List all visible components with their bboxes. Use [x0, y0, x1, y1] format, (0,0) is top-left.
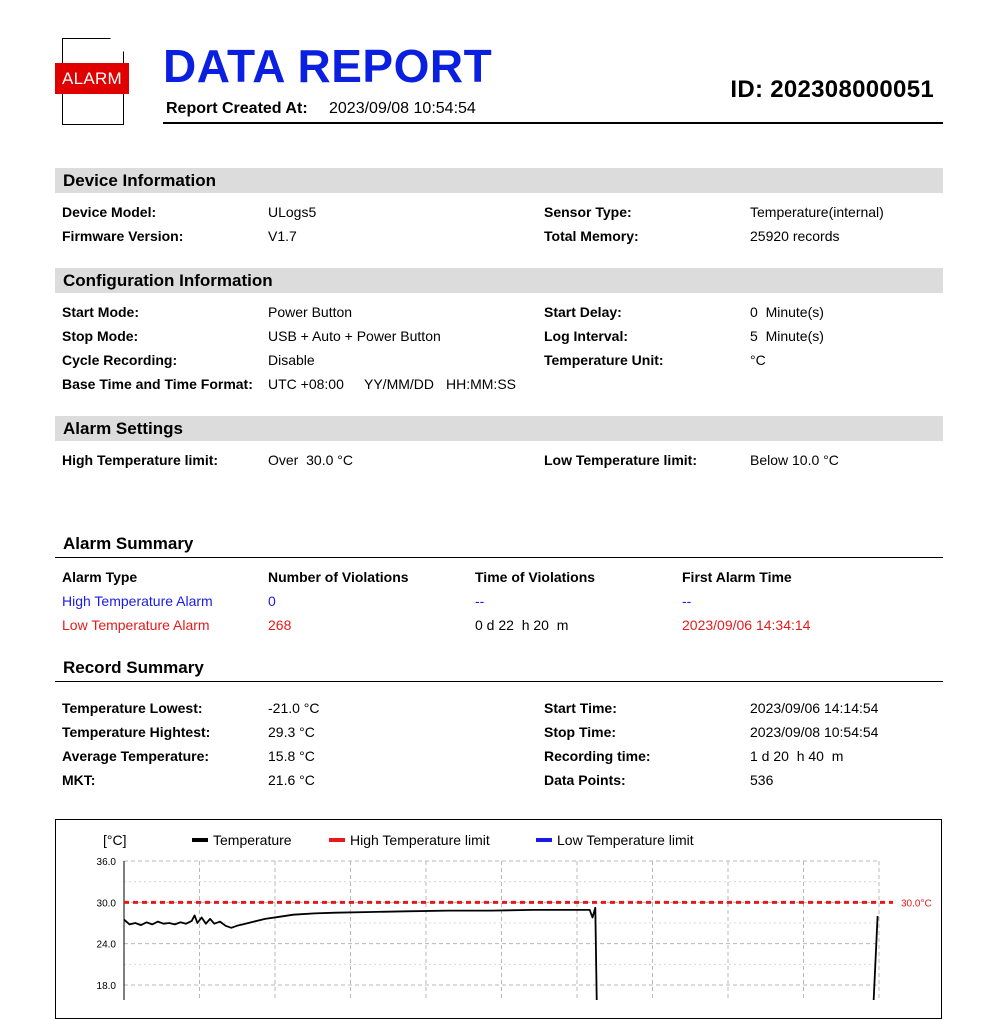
low-limit-label: Low Temperature limit: — [544, 452, 697, 468]
low-alarm-time: 0 d 22 h 20 m — [475, 617, 569, 633]
total-memory-label: Total Memory: — [544, 228, 639, 244]
col-violations-count: Number of Violations — [268, 569, 409, 585]
col-first-alarm: First Alarm Time — [682, 569, 792, 585]
low-alarm-type: Low Temperature Alarm — [62, 617, 210, 633]
col-alarm-type: Alarm Type — [62, 569, 138, 585]
mkt-value: 21.6 °C — [268, 772, 315, 788]
legend-temperature-label: Temperature — [213, 832, 292, 848]
temp-highest-value: 29.3 °C — [268, 724, 315, 740]
stop-mode-value: USB + Auto + Power Button — [268, 328, 441, 344]
stop-time-label: Stop Time: — [544, 724, 617, 740]
temperature-unit-value: °C — [750, 352, 766, 368]
chart-ytick-label: 18.0 — [96, 981, 116, 992]
chart-ylabel: [°C] — [103, 832, 127, 848]
recording-time-value: 1 d 20 h 40 m — [750, 748, 844, 764]
stop-time-value: 2023/09/08 10:54:54 — [750, 724, 879, 740]
temp-highest-label: Temperature Hightest: — [62, 724, 211, 740]
legend-low-limit-label: Low Temperature limit — [557, 832, 694, 848]
high-alarm-count: 0 — [268, 593, 276, 609]
temp-lowest-value: -21.0 °C — [268, 700, 320, 716]
stop-mode-label: Stop Mode: — [62, 328, 139, 344]
start-time-label: Start Time: — [544, 700, 617, 716]
sensor-type-value: Temperature(internal) — [750, 204, 884, 220]
temperature-series-line-1 — [873, 916, 877, 1000]
config-info-heading: Configuration Information — [55, 268, 943, 293]
firmware-value: V1.7 — [268, 228, 297, 244]
recording-time-label: Recording time: — [544, 748, 651, 764]
base-time-label: Base Time and Time Format: — [62, 376, 253, 392]
col-violations-time: Time of Violations — [475, 569, 596, 585]
cycle-recording-label: Cycle Recording: — [62, 352, 178, 368]
low-limit-value: Below 10.0 °C — [750, 452, 839, 468]
firmware-label: Firmware Version: — [62, 228, 184, 244]
log-interval-value: 5 Minute(s) — [750, 328, 824, 344]
low-alarm-first: 2023/09/06 14:34:14 — [682, 617, 811, 633]
data-points-value: 536 — [750, 772, 774, 788]
date-format-value: YY/MM/DD — [364, 376, 434, 392]
start-time-value: 2023/09/06 14:14:54 — [750, 700, 879, 716]
sensor-type-label: Sensor Type: — [544, 204, 632, 220]
start-delay-label: Start Delay: — [544, 304, 622, 320]
chart-ytick-label: 30.0 — [96, 898, 116, 910]
high-alarm-first: -- — [682, 593, 692, 609]
alarm-logo-banner: ALARM — [55, 63, 129, 94]
chart-ytick-label: 36.0 — [96, 857, 116, 868]
device-model-value: ULogs5 — [268, 204, 317, 220]
legend-high-limit-label: High Temperature limit — [350, 832, 490, 848]
log-interval-label: Log Interval: — [544, 328, 629, 344]
avg-temp-value: 15.8 °C — [268, 748, 315, 764]
start-mode-label: Start Mode: — [62, 304, 139, 320]
cycle-recording-value: Disable — [268, 352, 315, 368]
avg-temp-label: Average Temperature: — [62, 748, 210, 764]
high-limit-label: High Temperature limit: — [62, 452, 219, 468]
time-format-value: HH:MM:SS — [446, 376, 516, 392]
created-value: 2023/09/08 10:54:54 — [329, 100, 476, 117]
temp-lowest-label: Temperature Lowest: — [62, 700, 203, 716]
high-alarm-type: High Temperature Alarm — [62, 593, 213, 609]
start-delay-value: 0 Minute(s) — [750, 304, 824, 320]
chart-ytick-label: 24.0 — [96, 939, 116, 951]
created-label: Report Created At: — [166, 100, 308, 117]
low-alarm-count: 268 — [268, 617, 292, 633]
report-id: ID: 202308000051 — [730, 76, 934, 103]
device-info-heading: Device Information — [55, 168, 943, 193]
alarm-summary-heading: Alarm Summary — [55, 533, 943, 558]
record-summary-heading: Record Summary — [55, 657, 943, 682]
base-time-value: UTC +08:00 — [268, 376, 344, 392]
mkt-label: MKT: — [62, 772, 96, 788]
high-alarm-time: -- — [475, 593, 485, 609]
data-points-label: Data Points: — [544, 772, 626, 788]
total-memory-value: 25920 records — [750, 228, 840, 244]
high-limit-annotation: 30.0°C — [901, 898, 932, 910]
high-limit-value: Over 30.0 °C — [268, 452, 353, 468]
alarm-settings-heading: Alarm Settings — [55, 416, 943, 441]
start-mode-value: Power Button — [268, 304, 353, 320]
report-title: DATA REPORT — [163, 40, 493, 92]
temperature-unit-label: Temperature Unit: — [544, 352, 664, 368]
device-model-label: Device Model: — [62, 204, 157, 220]
temperature-series-line-0 — [124, 908, 597, 1000]
